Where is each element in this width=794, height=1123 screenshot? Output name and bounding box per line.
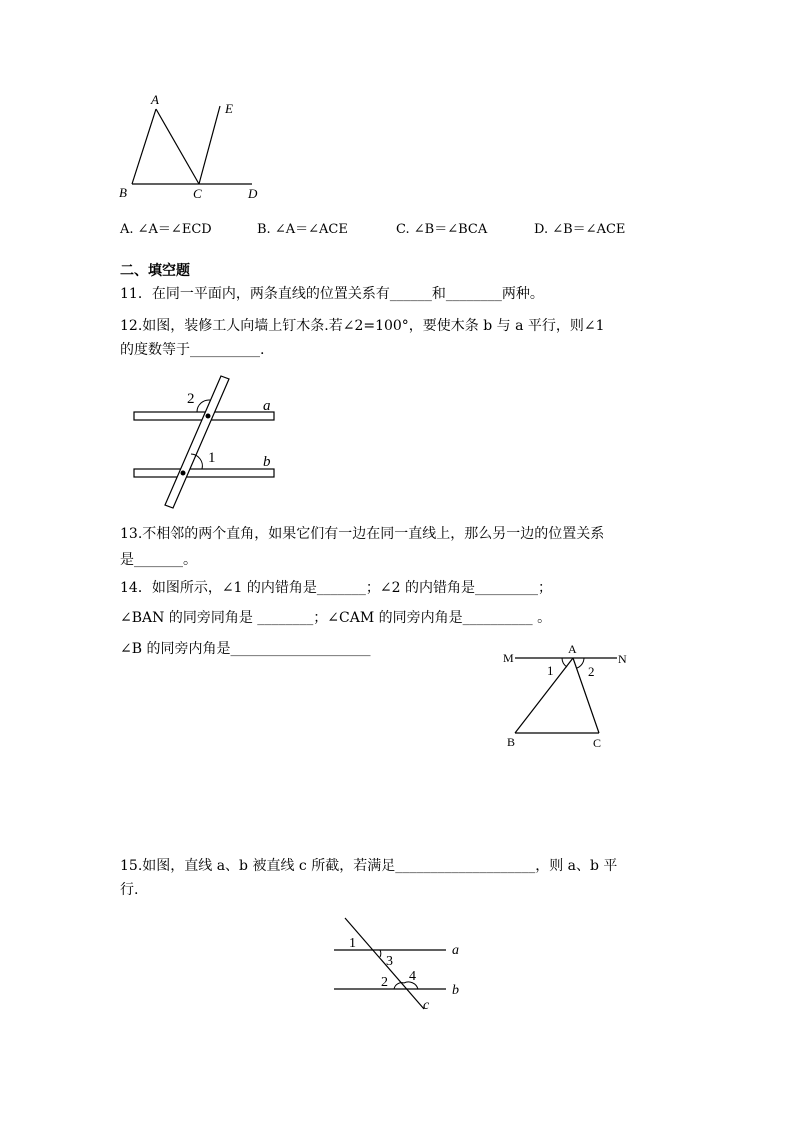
segment-ac	[156, 109, 199, 184]
label-n: N	[618, 652, 627, 666]
label-a: A	[151, 92, 159, 107]
label-4: 4	[409, 969, 416, 984]
question-15-line1: 15.如图，直线 a、b 被直线 c 所截，若满足____________________，则 a、b 平	[120, 858, 618, 874]
angle-2-arc	[577, 658, 584, 668]
question-12-line2: 的度数等于__________.	[120, 342, 265, 358]
option-a: A. ∠A＝∠ECD	[120, 222, 212, 237]
label-c: c	[423, 998, 430, 1013]
wood-strip-figure	[125, 370, 295, 515]
label-c: C	[593, 736, 602, 750]
option-b: B. ∠A＝∠ACE	[257, 222, 348, 237]
label-2: 2	[381, 975, 388, 990]
label-b: B	[507, 735, 516, 749]
angle-3-arc	[380, 950, 381, 957]
nail-top	[206, 414, 211, 419]
label-c: C	[193, 186, 202, 201]
question-13-line1: 13.不相邻的两个直角，如果它们有一边在同一直线上，那么另一边的位置关系	[120, 526, 605, 542]
transversal-figure	[320, 910, 480, 1020]
strip-b	[134, 469, 274, 477]
segment-ab	[515, 658, 573, 733]
label-b: b	[263, 454, 271, 470]
question-15-line2: 行.	[120, 882, 139, 898]
option-d: D. ∠B＝∠ACE	[534, 222, 626, 237]
label-d: D	[248, 186, 258, 201]
nail-strip	[165, 376, 229, 508]
label-a: A	[568, 642, 577, 656]
question-13-line2: 是_______。	[120, 552, 197, 568]
label-2: 2	[588, 664, 595, 679]
segment-ab	[132, 109, 156, 184]
nail-bottom	[181, 471, 186, 476]
section-title: 二、填空题	[120, 263, 190, 279]
question-14-line3: ∠B 的同旁内角是____________________	[120, 641, 371, 657]
angle-1-arc	[562, 658, 567, 667]
label-2: 2	[187, 391, 195, 407]
segment-ac	[573, 658, 599, 733]
triangle-mn-figure	[495, 640, 645, 755]
label-a: a	[263, 398, 271, 414]
label-1: 1	[349, 936, 356, 951]
line-c	[345, 918, 424, 1009]
label-1: 1	[208, 450, 216, 466]
label-1: 1	[547, 663, 554, 678]
ray-ce	[199, 106, 220, 184]
label-a: a	[452, 943, 459, 958]
option-c: C. ∠B＝∠BCA	[396, 222, 488, 237]
label-e: E	[225, 101, 233, 116]
question-14-line1: 14．如图所示，∠1 的内错角是_______；∠2 的内错角是_________；	[120, 580, 552, 596]
question-12-line1: 12.如图，装修工人向墙上钉木条.若∠2=100°，要使木条 b 与 a 平行，则∠1	[120, 318, 605, 334]
label-b: B	[119, 185, 127, 200]
label-m: M	[503, 651, 514, 665]
triangle-figure	[110, 90, 280, 210]
question-11: 11．在同一平面内，两条直线的位置关系有______和________两种。	[120, 286, 544, 302]
label-b: b	[452, 983, 459, 998]
question-14-line2: ∠BAN 的同旁同角是 ________；∠CAM 的同旁内角是__________ 。	[120, 610, 552, 626]
label-3: 3	[386, 954, 393, 969]
